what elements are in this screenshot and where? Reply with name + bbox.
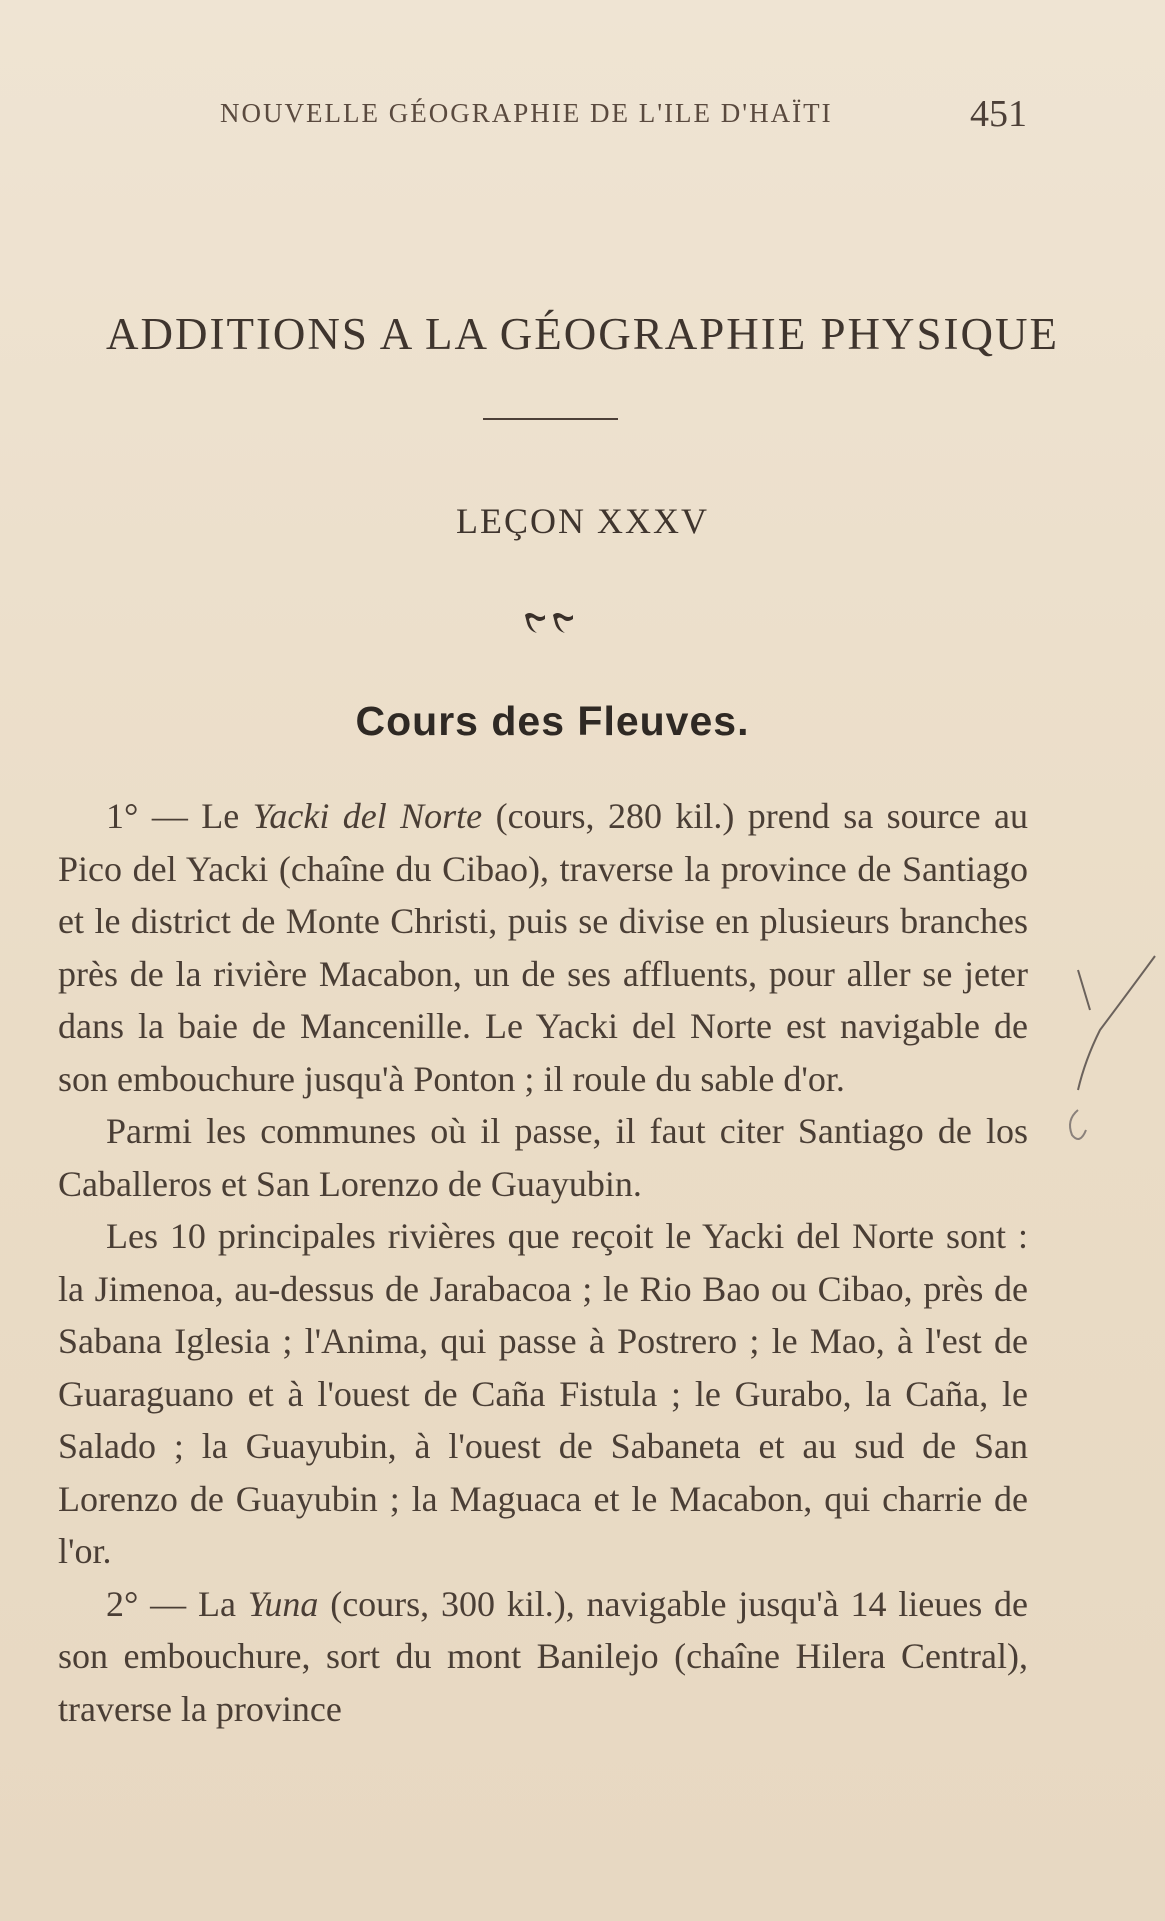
paragraph-lead: Les 10 principales rivières que reçoit le Yacki del Norte sont : la Jimenoa, au-dessus de Jarabacoa ; le Rio Bao ou Cibao, près de Sabana Iglesia ; l'Anima, qui passe à Postrero ; le Mao, à l'est de Guaraguano et à l'ouest de Caña Fistula ; le Gurabo, la Caña, le Salado ; la Guayubin, à l'ouest de Sabaneta et au sud de San Lorenzo de Guayubin ; la Maguaca et le Macabon, qui charrie de l'or. [58,1216,1028,1571]
page-number: 451 [970,93,1027,135]
paragraph-tributaries [58,1210,1028,1578]
river-name-italic: Yacki del Norte [252,796,483,836]
paragraph-rest: (cours, 300 kil.), navigable jusqu'à 14 lieues de son embouchure, sort du mont Banilejo (chaîne Hilera Central), traverse la province [58,1583,1028,1729]
paragraph-rest: (cours, 280 kil.) prend sa source au Pico del Yacki (chaîne du Cibao), traverse la province de Santiago et le district de Monte Christi, puis se divise en plusieurs branches près de la rivière Macabon, un de ses affluents, pour aller se jeter dans la baie de Mancenille. Le Yacki del Norte est navigable de son embouchure jusqu'à Ponton ; il roule du sable d'or. [58,796,1028,1099]
paragraph-lead: 1° — Le [106,796,253,836]
section-title: ADDITIONS A LA GÉOGRAPHIE PHYSIQUE [105,309,1059,359]
subject-title: Cours des Fleuves. [355,698,750,744]
running-head [0,93,1165,138]
paragraph-lead: Parmi les communes où il passe, il faut citer Santiago de los Caballeros et San Lorenzo de Guayubin. [58,1111,1028,1204]
lesson-title: LEÇON XXXV [456,501,709,541]
paragraph-communes [58,1105,1028,1210]
handwritten-mark-icon [1060,950,1165,1150]
river-name-italic: Yuna [247,1583,319,1624]
section-divider [483,418,618,420]
paragraph-yacki [58,790,1028,1105]
ornament-icon [519,609,579,639]
paragraph-yuna [58,1578,1028,1736]
running-title: NOUVELLE GÉOGRAPHIE DE L'ILE D'HAÏTI [220,98,833,128]
paragraph-lead: 2° — La [106,1583,248,1624]
body-text [58,790,1028,1735]
